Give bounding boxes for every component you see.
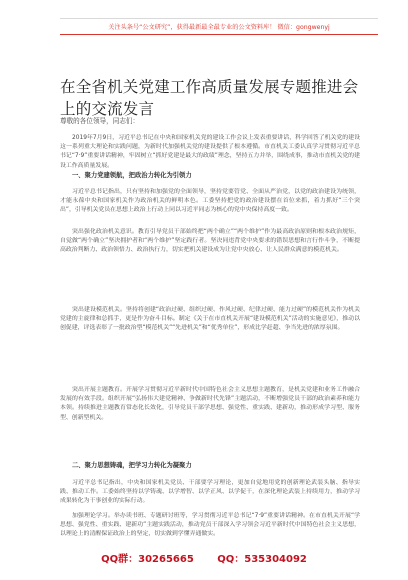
document-title: 在全省机关党建工作高质量发展专题推进会上的交流发言	[60, 78, 359, 119]
footer-contacts	[0, 550, 408, 565]
paragraph-7: 加强理论学习。举办读书班、专题研讨班等，学习贯彻习近平总书记“7·9”重要讲话精神。在市直机关开展“学思想、强党性、重实践、建新功”主题实践活动，推动党员干部深入学习领会习近平新时代中国特色社会主义思想，以理论上的清醒保证政治上的坚定，切实做到学懂弄通做实。	[60, 512, 360, 538]
paragraph-4: 突出建设模范机关。坚持将创建“政治过硬、组织过硬、作风过硬、纪律过硬、能力过硬”的模范机关作为机关党建的主旋律和总抓手，更是作为奋斗目标。制定《关于在市直机关开展“建设模范机关”活动的实施意见》，推动以创促建，评选表彰了一批政治型“模范机关”“先进机关”和“优秀单位”，形成比学赶超、争当先进的浓厚氛围。	[60, 306, 360, 332]
promo-banner[interactable]: 关注头条号“公文研究”，获得最新最全最专业的公文资料库！ 微信：gongwenyj	[108, 24, 330, 31]
paragraph-6: 习近平总书记指出，中央和国家机关党员、干部要学习理论，更加自觉地用党的创新理论武装头脑、指导实践、推动工作。工委始终坚持以学铸魂、以学增智、以学正风、以学促干，在深化理论武装上持续用力，推动学习成果转化为干事创业的实际行动。	[60, 479, 360, 505]
footer-qq-group: QQ群：30265665	[101, 554, 194, 565]
section-heading-2: 二、聚力思想铸魂，把学习力转化为凝聚力	[72, 462, 192, 469]
paragraph-1: 2019年7月9日，习近平总书记在中央和国家机关党的建设工作会议上发表重要讲话，科学回答了机关党的建设这一系列重大理论和实践问题，为新时代加强机关党的建设提供了根本遵循。市直机关工委认真学习贯彻习近平总书记“7·9”重要讲话精神，牢固树立“抓好党建是最大的政绩”理念，坚持五力并举，围绕成事，推动市直机关党的建设工作高质量发展。	[60, 134, 360, 169]
footer-qq: QQ：535304092	[217, 554, 307, 565]
section-heading-1: 一、聚力党建领航，把政治力转化为引领力	[72, 172, 192, 179]
salutation: 尊敬的各位领导，同志们：	[60, 117, 140, 125]
paragraph-5: 突出开展主题教育。开展学习贯彻习近平新时代中国特色社会主义思想主题教育，是机关党建和业务工作融合发展的有效手段。组织开展“弘扬伟大建党精神、争做新时代先锋”主题活动，不断增强党员干部的政治素养和能力本领。持续推进主题教育常态化长效化，引导党员干部学思想、强党性、重实践、建新功，推动形成学习型、服务型、创新型机关。	[60, 386, 360, 421]
header-rule	[60, 18, 378, 19]
paragraph-3: 突出强化政治机关意识。教育引导党员干部始终把“两个确立”“两个维护”作为最高政治原则和根本政治规矩，自觉做“两个确立”坚决拥护者和“两个维护”坚定践行者。坚决同违背党中央要求的错误思想和言行作斗争，不断提高政治判断力、政治领悟力、政治执行力，切实把机关建设成为让党中央放心、让人民群众满意的模范机关。	[60, 228, 360, 254]
paragraph-2: 习近平总书记指出，只有坚持和加强党的全面领导，坚持党要管党、全面从严治党，以党的政治建设为统领，才能永葆中央和国家机关作为政治机关的鲜明本色。工委坚持把党的政治建设摆在首位来抓，着力抓好“三个突出”，引导机关党员在思想上政治上行动上同以习近平同志为核心的党中央保持高度一致。	[60, 188, 360, 214]
promo-divider	[60, 34, 378, 35]
